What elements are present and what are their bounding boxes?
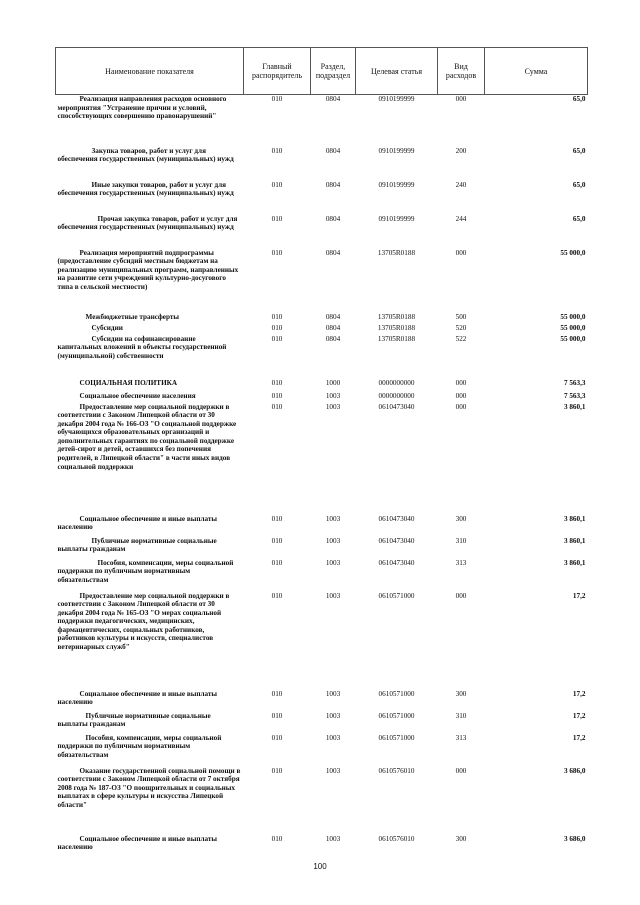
row-article: 0610473040 (378, 536, 415, 545)
row-manager: 010 (271, 402, 283, 411)
row-type: 310 (455, 536, 467, 545)
row-type: 000 (455, 591, 467, 600)
row-article: 0000000000 (378, 378, 415, 387)
row-section: 1003 (325, 733, 341, 742)
row-name: Реализация направления расходов основного мероприятия "Устранение причин и условий, способствующих совершению правонарушений" (57, 95, 227, 121)
row-name: Пособия, компенсации, меры социальной поддержки по публичным нормативным обязательствам (57, 733, 222, 759)
row-section: 0804 (325, 334, 341, 343)
row-type: 522 (455, 334, 467, 343)
row-name: Оказание государственной социальной помощи в соответствии с Законом Липецкой области от 7 октября 2008 года № 187-ОЗ "О поощрительных и социальных выплатах в сфере культуры и искусства Липецкой области" (57, 766, 241, 809)
row-section: 0804 (325, 312, 341, 321)
table-row (56, 537, 588, 559)
row-manager: 010 (271, 95, 283, 103)
row-sum: 55 000,0 (560, 312, 586, 321)
row-type: 000 (455, 95, 467, 103)
row-sum: 3 860,1 (563, 514, 586, 523)
row-type: 240 (455, 180, 467, 189)
header-manager: Главный распорядитель (244, 48, 311, 95)
row-sum: 55 000,0 (560, 323, 586, 332)
row-article: 13705R0188 (377, 248, 416, 257)
header-article: Целевая статья (356, 48, 438, 95)
row-sum: 55 000,0 (560, 334, 586, 343)
table-row (56, 515, 588, 537)
table-header-row (56, 48, 588, 95)
table-row (56, 767, 588, 835)
row-manager: 010 (271, 214, 283, 223)
row-name: Предоставление мер социальной поддержки в соответствии с Законом Липецкой области от 30 декабря 2004 года № 166-ОЗ "О социальной поддержке обучающихся образовательных организаций и дополнительных гарантиях по социальной поддержке детей-сирот и детей, оставшихся без попечения родителей, в Липецкой области" в части иных видов социальной поддержки (57, 402, 237, 471)
row-manager: 010 (271, 391, 283, 400)
row-name: Публичные нормативные социальные выплаты гражданам (57, 536, 217, 554)
row-manager: 010 (271, 711, 283, 720)
row-article: 0910199999 (378, 146, 415, 155)
row-section: 1000 (325, 378, 341, 387)
row-type: 200 (455, 146, 467, 155)
row-article: 0610576010 (378, 834, 415, 843)
row-name: Пособия, компенсации, меры социальной поддержки по публичным нормативным обязательствам (57, 558, 234, 584)
header-name: Наименование показателя (56, 48, 244, 95)
row-section: 1003 (325, 514, 341, 523)
row-manager: 010 (271, 689, 283, 698)
row-sum: 65,0 (572, 146, 586, 155)
row-name: Субсидии (91, 323, 123, 332)
row-section: 0804 (325, 95, 341, 103)
row-manager: 010 (271, 334, 283, 343)
row-sum: 3 686,0 (563, 766, 586, 775)
row-section: 1003 (325, 689, 341, 698)
header-section: Раздел, подраздел (311, 48, 356, 95)
row-article: 0610473040 (378, 558, 415, 567)
row-name: Социальное обеспечение и иные выплаты населению (57, 514, 218, 532)
row-manager: 010 (271, 323, 283, 332)
row-section: 0804 (325, 248, 341, 257)
row-type: 520 (455, 323, 467, 332)
row-sum: 3 860,1 (563, 536, 586, 545)
budget-page (55, 47, 587, 857)
row-type: 244 (455, 214, 467, 223)
row-type: 000 (455, 378, 467, 387)
row-manager: 010 (271, 766, 283, 775)
row-section: 1003 (325, 591, 341, 600)
row-name: Закупка товаров, работ и услуг для обеспечения государственных (муниципальных) нужд (57, 146, 234, 164)
row-type: 300 (455, 834, 467, 843)
table-row (56, 335, 588, 379)
row-sum: 17,2 (572, 733, 586, 742)
table-row (56, 324, 588, 335)
row-name: СОЦИАЛЬНАЯ ПОЛИТИКА (79, 378, 178, 387)
row-section: 1003 (325, 402, 341, 411)
table-row (56, 734, 588, 767)
table-row (56, 379, 588, 392)
row-name: Социальное обеспечение и иные выплаты населению (57, 834, 218, 852)
row-manager: 010 (271, 591, 283, 600)
row-sum: 3 686,0 (563, 834, 586, 843)
row-article: 0910199999 (378, 214, 415, 223)
row-article: 13705R0188 (377, 334, 416, 343)
table-row (56, 147, 588, 181)
row-article: 0610571000 (378, 733, 415, 742)
row-section: 1003 (325, 766, 341, 775)
row-manager: 010 (271, 312, 283, 321)
row-section: 1003 (325, 834, 341, 843)
row-name: Иные закупки товаров, работ и услуг для обеспечения государственных (муниципальных) нужд (57, 180, 234, 198)
row-article: 0610571000 (378, 689, 415, 698)
row-manager: 010 (271, 180, 283, 189)
table-row (56, 403, 588, 515)
row-article: 0610571000 (378, 711, 415, 720)
row-sum: 55 000,0 (560, 248, 586, 257)
row-article: 13705R0188 (377, 312, 416, 321)
row-type: 300 (455, 514, 467, 523)
row-name: Социальное обеспечение населения (79, 391, 196, 400)
row-name: Предоставление мер социальной поддержки в соответствии с Законом Липецкой области от 30 декабря 2004 года № 165-ОЗ "О мерах социальной поддержки педагогических, медицинских, фармацевтических, социальных работников, работников культуры и искусств, специалистов ветеринарных служб" (57, 591, 230, 652)
table-row (56, 181, 588, 215)
row-section: 0804 (325, 180, 341, 189)
row-sum: 7 563,3 (563, 391, 586, 400)
table-row (56, 392, 588, 403)
row-type: 000 (455, 402, 467, 411)
row-manager: 010 (271, 378, 283, 387)
row-type: 000 (455, 248, 467, 257)
row-type: 000 (455, 391, 467, 400)
row-name: Межбюджетные трансферты (85, 312, 180, 321)
row-sum: 3 860,1 (563, 402, 586, 411)
table-row (56, 559, 588, 592)
row-type: 310 (455, 711, 467, 720)
row-manager: 010 (271, 514, 283, 523)
row-name: Субсидии на софинансирование капитальных вложений в объекты государственной (муниципальной) собственности (57, 334, 227, 360)
row-sum: 3 860,1 (563, 558, 586, 567)
row-type: 313 (455, 558, 467, 567)
row-name: Социальное обеспечение и иные выплаты населению (57, 689, 218, 707)
table-row (56, 249, 588, 313)
row-manager: 010 (271, 146, 283, 155)
row-article: 0910199999 (378, 180, 415, 189)
row-type: 300 (455, 689, 467, 698)
row-sum: 65,0 (572, 214, 586, 223)
row-sum: 7 563,3 (563, 378, 586, 387)
row-section: 1003 (325, 558, 341, 567)
row-type: 313 (455, 733, 467, 742)
row-article: 0910199999 (378, 95, 415, 103)
budget-table (55, 47, 588, 857)
table-row (56, 592, 588, 690)
row-manager: 010 (271, 248, 283, 257)
header-sum: Сумма (485, 48, 588, 95)
row-manager: 010 (271, 834, 283, 843)
row-section: 1003 (325, 536, 341, 545)
row-sum: 17,2 (572, 689, 586, 698)
row-sum: 65,0 (572, 180, 586, 189)
row-manager: 010 (271, 733, 283, 742)
table-row (56, 712, 588, 734)
header-type: Вид расходов (438, 48, 485, 95)
row-type: 000 (455, 766, 467, 775)
table-row (56, 95, 588, 147)
row-section: 1003 (325, 711, 341, 720)
row-section: 1003 (325, 391, 341, 400)
row-name: Публичные нормативные социальные выплаты гражданам (57, 711, 211, 729)
page-number: 100 (313, 862, 327, 871)
table-row (56, 835, 588, 857)
row-article: 0610576010 (378, 766, 415, 775)
row-type: 500 (455, 312, 467, 321)
row-sum: 65,0 (572, 95, 586, 103)
row-article: 0610473040 (378, 402, 415, 411)
row-name: Прочая закупка товаров, работ и услуг для обеспечения государственных (муниципальных) нужд (57, 214, 238, 232)
row-article: 13705R0188 (377, 323, 416, 332)
table-row (56, 690, 588, 712)
table-row (56, 215, 588, 249)
row-section: 0804 (325, 146, 341, 155)
row-name: Реализация мероприятий подпрограммы (предоставление субсидий местным бюджетам на реализацию муниципальных программ, направленных на развитие сети учреждений культурно-досугового типа в сельской местности) (57, 248, 239, 291)
row-sum: 17,2 (572, 591, 586, 600)
row-manager: 010 (271, 558, 283, 567)
row-article: 0000000000 (378, 391, 415, 400)
row-article: 0610571000 (378, 591, 415, 600)
row-sum: 17,2 (572, 711, 586, 720)
row-article: 0610473040 (378, 514, 415, 523)
row-section: 0804 (325, 323, 341, 332)
row-manager: 010 (271, 536, 283, 545)
row-section: 0804 (325, 214, 341, 223)
table-row (56, 313, 588, 324)
